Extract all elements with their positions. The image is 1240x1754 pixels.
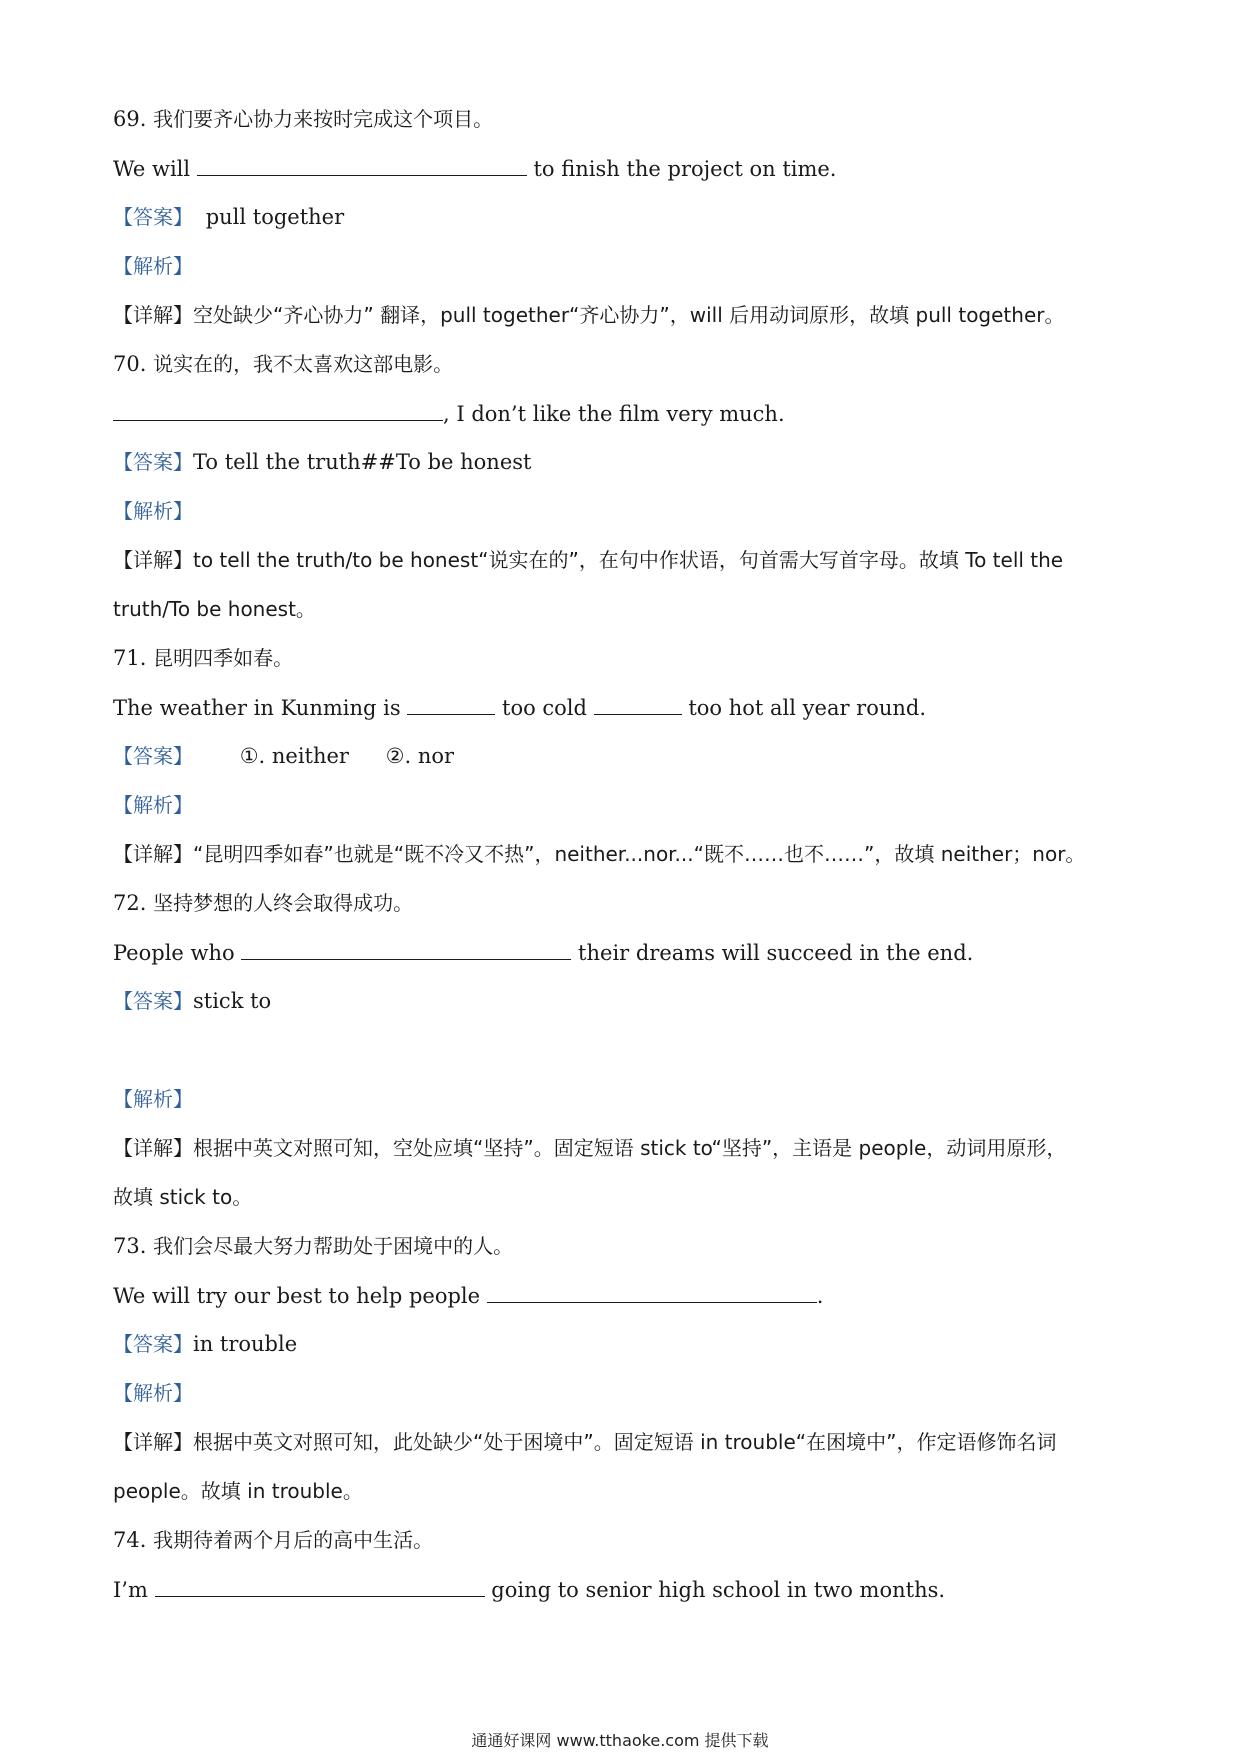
analysis-label: 【解析】 [113, 1381, 193, 1405]
sentence-text: . [816, 1284, 824, 1308]
chinese-sentence: 我们会尽最大努力帮助处于困境中的人。 [153, 1234, 514, 1258]
analysis-label: 【解析】 [113, 254, 193, 278]
chinese-sentence: 坚持梦想的人终会取得成功。 [153, 891, 414, 915]
detail-text: to tell the truth/to be honest“说实在的”，在句中作状语，句首需大写首字母。故填 To tell the [193, 548, 1064, 572]
question-69-sentence [113, 153, 1180, 184]
detail-text: people。故填 in trouble。 [113, 1479, 363, 1503]
question-number: 74. [113, 1528, 147, 1552]
page-footer: 通通好课网 www.tthaoke.com 提供下载 [471, 1731, 769, 1750]
question-72-detail [113, 1133, 1180, 1163]
chinese-sentence: 我期待着两个月后的高中生活。 [153, 1528, 434, 1552]
answer-label: 【答案】 [113, 1332, 193, 1356]
question-72-sentence [113, 937, 1180, 968]
question-69-analysis [113, 251, 1180, 281]
sentence-text: The weather in Kunming is [113, 696, 401, 720]
question-number: 73. [113, 1234, 147, 1258]
question-71-answer [113, 741, 1180, 771]
question-73-sentence [113, 1280, 1180, 1311]
answer-text-2: ②. nor [385, 744, 455, 768]
question-71-analysis [113, 790, 1180, 820]
question-number: 71. [113, 646, 147, 670]
detail-label: 【详解】 [113, 303, 193, 327]
detail-text: 根据中英文对照可知，此处缺少“处于困境中”。固定短语 in trouble“在困境中”，作定语修饰名词 [193, 1430, 1057, 1454]
question-number: 69. [113, 107, 147, 131]
question-72-detail-cont [113, 1182, 1180, 1212]
sentence-text: , I don’t like the film very much. [443, 402, 785, 426]
answer-blank [487, 1280, 817, 1303]
question-73-detail-cont [113, 1476, 1180, 1506]
question-69-answer [113, 202, 1180, 232]
answer-text-1: ①. neither [239, 744, 349, 768]
answer-blank [113, 398, 443, 421]
sentence-text: I’m [113, 1578, 148, 1602]
detail-label: 【详解】 [113, 1136, 193, 1160]
answer-label: 【答案】 [113, 205, 193, 229]
question-72-answer [113, 986, 1180, 1016]
detail-text: 故填 stick to。 [113, 1185, 253, 1209]
sentence-text: to finish the project on time. [533, 157, 837, 181]
answer-blank-1 [407, 692, 495, 715]
question-74-sentence [113, 1574, 1180, 1605]
detail-label: 【详解】 [113, 1430, 193, 1454]
detail-text: 空处缺少“齐心协力” 翻译，pull together“齐心协力”，will 后用动词原形，故填 pull together。 [193, 303, 1065, 327]
question-73-detail [113, 1427, 1180, 1457]
question-71-detail [113, 839, 1180, 869]
answer-blank [155, 1574, 485, 1597]
chinese-sentence: 我们要齐心协力来按时完成这个项目。 [153, 107, 494, 131]
detail-text: 根据中英文对照可知，空处应填“坚持”。固定短语 stick to“坚持”，主语是 people，动词用原形， [193, 1136, 1067, 1160]
sentence-text: going to senior high school in two months. [491, 1578, 946, 1602]
answer-text: in trouble [193, 1332, 298, 1356]
question-71-sentence [113, 692, 1180, 723]
question-70-sentence [113, 398, 1180, 429]
question-73-answer [113, 1329, 1180, 1359]
sentence-text: too cold [502, 696, 587, 720]
analysis-label: 【解析】 [113, 1087, 193, 1111]
question-70-detail [113, 545, 1180, 575]
answer-text: pull together [205, 205, 345, 229]
question-number: 70. [113, 352, 147, 376]
question-71-prompt [113, 643, 1180, 673]
analysis-label: 【解析】 [113, 499, 193, 523]
answer-label: 【答案】 [113, 744, 193, 768]
question-70-prompt [113, 349, 1180, 379]
sentence-text: too hot all year round. [688, 696, 927, 720]
detail-text: truth/To be honest。 [113, 597, 316, 621]
answer-text: To tell the truth##To be honest [193, 450, 532, 474]
question-73-analysis [113, 1378, 1180, 1408]
chinese-sentence: 昆明四季如春。 [153, 646, 294, 670]
question-number: 72. [113, 891, 147, 915]
answer-blank [197, 153, 527, 176]
answer-blank [241, 937, 571, 960]
question-70-detail-cont [113, 594, 1180, 624]
chinese-sentence: 说实在的，我不太喜欢这部电影。 [153, 352, 454, 376]
analysis-label: 【解析】 [113, 793, 193, 817]
question-73-prompt [113, 1231, 1180, 1261]
question-72-prompt [113, 888, 1180, 918]
sentence-text: their dreams will succeed in the end. [578, 941, 974, 965]
answer-label: 【答案】 [113, 450, 193, 474]
answer-text: stick to [193, 989, 272, 1013]
detail-label: 【详解】 [113, 548, 193, 572]
question-72-analysis [113, 1084, 1180, 1114]
answer-blank-2 [594, 692, 682, 715]
question-70-answer [113, 447, 1180, 477]
sentence-text: People who [113, 941, 235, 965]
question-70-analysis [113, 496, 1180, 526]
sentence-text: We will [113, 157, 191, 181]
detail-label: 【详解】 [113, 842, 193, 866]
answer-label: 【答案】 [113, 989, 193, 1013]
detail-text: “昆明四季如春”也就是“既不冷又不热”，neither...nor...“既不……也不……”，故填 neither；nor。 [193, 842, 1086, 866]
question-69-detail [113, 300, 1180, 330]
question-69-prompt [113, 104, 1180, 134]
question-74-prompt [113, 1525, 1180, 1555]
sentence-text: We will try our best to help people [113, 1284, 481, 1308]
